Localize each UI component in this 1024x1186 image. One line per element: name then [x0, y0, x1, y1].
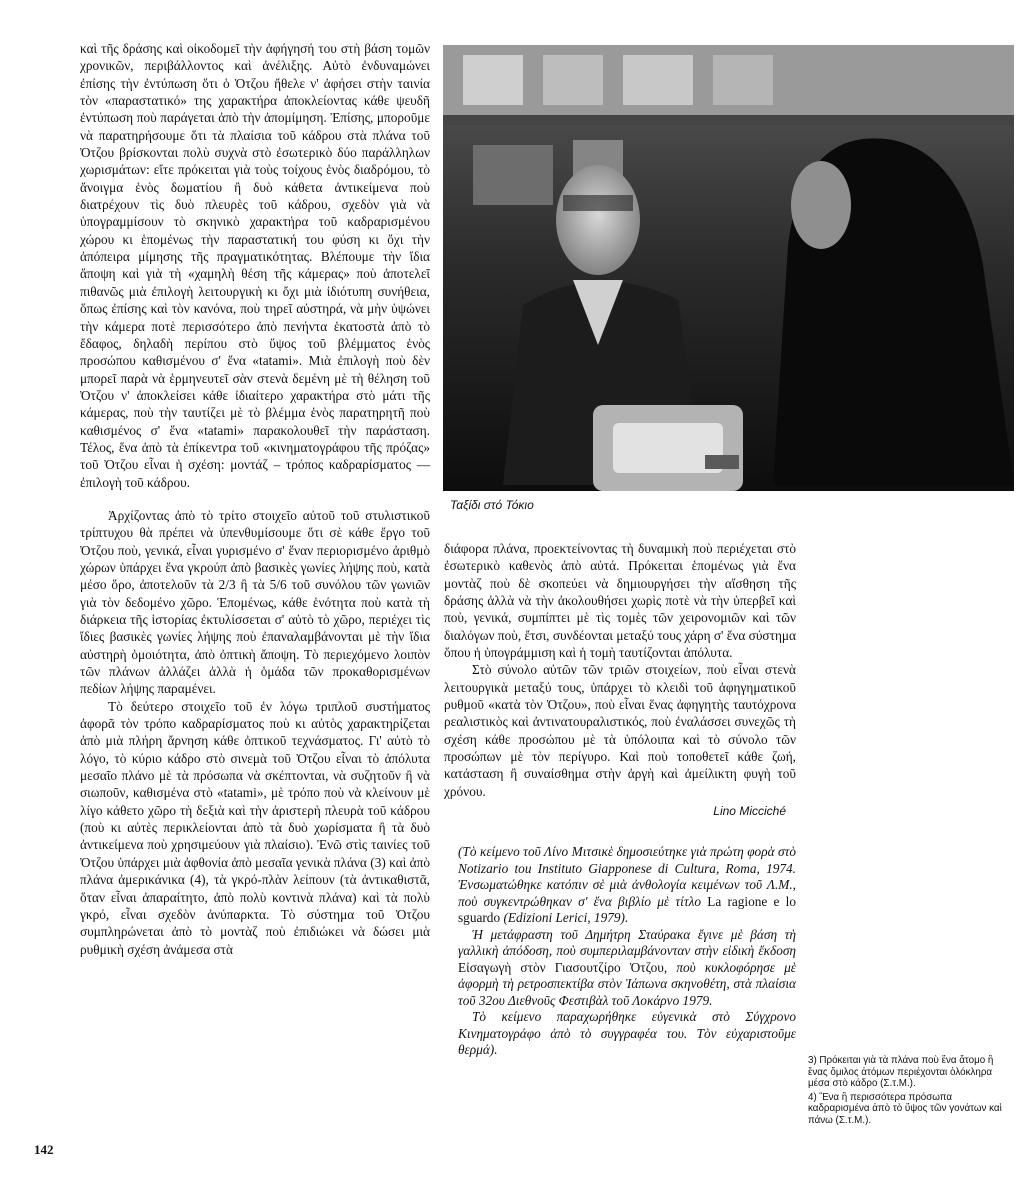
publisher: (Edizioni Lerici, 1979).	[503, 910, 629, 926]
footnotes	[808, 1055, 1008, 1129]
paragraph-5: Στὸ σύνολο αὐτῶν τῶν τριῶν στοιχείων, ποὺ εἶναι στενὰ λειτουργικὰ μεταξύ τους, ὑπάρχει τὸ κλειδὶ τοῦ ἀφηγηματικοῦ ρυθμοῦ «κατὰ τὸν Ὀτζου», ποὺ εἶναι ἕνας ἀφηγητὴς ταυτόχρονα ρεαλιστικὸς καὶ ἀντινατουραλιστικός, ποὺ ἐναλάσσει συνεχῶς τὴ σχέση κάθε προσώπου μὲ τὰ ὑπόλοιπα καὶ τὸ σύνολο τῶν προσώπων μὲ τὸν περίγυρο. Καὶ ποὺ τοποθετεῖ κάθε ζωή, κατάσταση ἢ συναίσθημα στὴν ἀργὴ καὶ ἀμείλικτη φυγὴ τοῦ χρόνου.	[444, 662, 796, 799]
photo-caption: Ταξίδι στό Τόκιο	[450, 498, 534, 512]
paragraph-3: Τὸ δεύτερο στοιχεῖο τοῦ ἐν λόγω τριπλοῦ συστήματος ἀφορᾶ τὸν τρόπο καδραρίσματος ποὺ κι αὐτὸς χαρακτηρίζεται ἀπὸ μιὰ πλήρη ἄρνηση κάθε ὀπτικοῦ τεχνάσματος. Γι' αὐτὸ τὸ λόγο, τὸ κύριο κάδρο στὸ σινεμὰ τοῦ Ὀτζου εἶναι τὸ ἀπόλυτα μεσαῖο πλάνο μὲ τὰ πρόσωπα νὰ σκέπτονται, νὰ συζητοῦν ἢ νὰ σιωποῦν, καθισμένα στὸ «tatami», μὲ τρόπο ποὺ νὰ κλείνουν μὲ λίγο κάθετο χῶρο τὴ δεξιὰ καὶ τὴν ἀριστερὴ πλευρὰ τοῦ κάδρου (ποὺ κι αὐτὲς περικλείονται ἀπὸ τὰ δυὸ χωρίσματα ἢ τὰ δυὸ ἀντικείμενα ποὺ χρησιμεύουν γιὰ πλαίσιο). Ἐνῶ στὶς ταινίες τοῦ Ὀτζου ὑπάρχει μιὰ ἀφθονία ἀπὸ μεσαῖα γενικὰ πλάνα (3) καὶ ἀπὸ πλάνα ἀμερικάνικα (4), τὰ γκρό-πλὰν λείπουν (τὰ ἀντικαθιστᾶ, ὅταν εἶναι ἀπαραίτητο, ἀπὸ πολὺ κοντινὰ πλάνα) καὶ τὰ πολὺ γκρό, εἶναι σχεδὸν ἀνύπαρκτα. Τὸ σύστημα τοῦ Ὀτζου συμπληρώνεται ἀπὸ τὸ μοντὰζ ποὺ ἐπιδιώκει νὰ δώσει μιὰ ρυθμικὴ σχέση ἀνάμεσα στὰ	[80, 698, 430, 957]
credits-text-2b: Εἰσαγωγὴ στὸν Γιασουτζίρο Ὀτζου,	[458, 959, 668, 975]
left-text-column	[80, 40, 430, 958]
credits-paragraph-3: Τὸ κείμενο παραχωρήθηκε εὐγενικὰ στὸ Σύγχρονο Κινηματογράφο ἀπὸ τὸ συγγραφέα του. Τὸν εὐχαριστοῦμε θερμά).	[458, 1009, 796, 1058]
author-signature: Lino Micciché	[713, 804, 786, 819]
footnote-3: 3) Πρόκειται γιὰ τὰ πλάνα ποὺ ἕνα ἄτομο ἢ ἕνας ὅμιλος ἀτόμων περιέχονται ὁλόκληρα μέσα στὸ κάδρο (Σ.τ.Μ.).	[808, 1055, 994, 1090]
credits-text-2a: Ἡ μετάφραστη τοῦ Δημήτρη Σταύρακα ἔγινε μὲ βάση τὴ γαλλικὴ ἀπόδοση, ποὺ συμπεριλαμβάνονταν στὴν εἰδικὴ ἔκδοση	[458, 926, 796, 959]
page-number: 142	[34, 1142, 54, 1157]
paragraph-4: διάφορα πλάνα, προεκτείνοντας τὴ δυναμικὴ ποὺ περιέχεται στὸ ἐσωτερικὸ καθενὸς ἀπὸ αὐτά. Πρόκειται ἑπομένως γιὰ ἕνα μοντὰζ ποὺ δὲ σκοπεύει νὰ δημιουργήσει τὴν αἴσθηση τῆς δράσης ἀλλὰ νὰ τὴν ἀκολουθήσει χωρὶς ποτὲ νὰ τὴν ὑπερβεῖ καὶ ποὺ, γενικά, συμπίπτει μὲ τὶς τομὲς τῶν χειρονομιῶν καὶ τῶν διαλόγων ποὺ, ἔτσι, συνδέονται μεταξύ τους χάρη σ' ἕνα σύστημα ὅπου ἡ ὑπογράμμιση καὶ ἡ τομὴ ταυτίζονται ἀπόλυτα.	[444, 541, 796, 661]
credits-text-2c: ποὺ κυκλοφόρησε μὲ ἀφορμὴ τὴ ρετροσπεκτίβα στὸν Ἰάπωνα σκηνοθέτη, στὰ πλαίσια τοῦ 32ου Διεθνοῦς Φεστιβὰλ τοῦ Λοκάρνο 1979.	[458, 959, 796, 1008]
film-still-photo	[443, 45, 1014, 491]
footnote-4: 4) Ἕνα ἢ περισσότερα πρόσωπα καδραρισμένα ἀπὸ τὸ ὕψος τῶν γονάτων καὶ πάνω (Σ.τ.Μ.).	[808, 1091, 1002, 1126]
right-text-column	[444, 540, 796, 1059]
credits-paragraph-2	[444, 927, 796, 1010]
film-still-image	[443, 45, 1014, 491]
book-title: La ragione e lo sguardo	[458, 893, 796, 926]
paragraph-2: Ἀρχίζοντας ἀπὸ τὸ τρίτο στοιχεῖο αὐτοῦ τοῦ στυλιστικοῦ τρίπτυχου θὰ πρέπει νὰ ὑπενθυμίσουμε ὅτι σὲ κάθε ἔργο τοῦ Ὀτζου ποὺ, γενικά, εἶναι γυρισμένο σ' ἕναν περιορισμένο ἀριθμὸ χώρων ὑπάρχει ἕνα γκρούπ ἀπὸ βασικὲς γωνίες λήψης ποὺ, κατὰ μέσο ὅρο, ἀποτελοῦν τὰ 2/3 ἢ τὰ 5/6 τοῦ συνόλου τῶν γωνιῶν γιὰ τὸν δεδομένο χῶρο. Ἑπομένως, κάθε ἑνότητα ποὺ κατὰ τὴ διάρκεια τῆς ἱστορίας ἐκτυλίσσεται σ' αὐτὸ τὸ χῶρο, περιέχει τὶς ἴδιες βασικὲς γωνίες λήψης ποὺ ἐπαναλαμβάνονται μὲ τὴν ἴδια αὐστηρὴ ὁμοιότητα, ἀπὸ ὀπτικὴ ἄποψη. Τὸ περιεχόμενο λοιπὸν τῶν πλάνων ἀλλάζει ἀλλὰ ἡ ὁμάδα τῶν προκαθορισμένων πεδίων λήψης παραμένει.	[80, 507, 430, 697]
paragraph-1: καὶ τῆς δράσης καὶ οἰκοδομεῖ τὴν ἀφήγησή του στὴ βάση τομῶν χρονικῶν, περιβάλλοντος καὶ ἀνέλιξης. Αὐτὸ ἐνδυναμώνει ἐπίσης τὴν ἐντύπωση ὅτι ὁ Ὀτζου ἤθελε ν' ἀφήσει στὴν ταινία τὸν «παραστατικό» της χαρακτήρα ἀποκλείοντας κάθε ψευδῆ ἐντύπωση ποὺ παράγεται ἀπὸ τὴν ἀπομίμηση. Ἐπίσης, μποροῦμε νὰ παρατηρήσουμε ὅτι τὰ πλαίσια τοῦ κάδρου στὰ πλάνα τοῦ Ὀτζου βρίσκονται πολὺ συχνὰ στὸ ἐσωτερικὸ δύο παράλληλων χωρισμάτων: εἴτε πρόκειται γιὰ τοὺς τοίχους ἑνὸς διαδρόμου, τὸ ἄνοιγμα ἑνὸς δωματίου ἢ δυὸ κάθετα ἀντικείμενα ποὺ διατρέχουν τὶς δυὸ πλευρὲς τοῦ κάδρου, σχεδὸν γιὰ νὰ ὑπογραμμίσουν τὸ σκηνικὸ χαρακτήρα τοῦ καδραρισμένου χώρου κι ἑπομένως τὴν παραστατική του φύση κι ὄχι τὴν ἀπόπειρα μίμησης τῆς πραγματικότητας. Βλέπουμε τὴν ἴδια ἄποψη καὶ γιὰ τὴ «χαμηλὴ θέση τῆς κάμερας» ποὺ ἀποτελεῖ πιθανῶς μιὰ ἐπιλογὴ λειτουργικὴ κι ὄχι μιὰ ἰδιότυπη συνήθεια, ὅπως ἐπίσης καὶ τὸν κανόνα, ποὺ τηρεῖ αὐστηρά, νὰ μὴν ὑψώνει τὴν κάμερα ποτὲ περισσότερο ἀπὸ πενήντα ἑκατοστὰ ἀπὸ τὸ ἔδαφος, δηλαδὴ περίπου στὸ ὕψος τοῦ βλέμματος ἑνὸς προσώπου καθισμένου σ' ἕνα «tatami». Μιὰ ἐπιλογὴ ποὺ δὲν μπορεῖ παρὰ νὰ ἑρμηνευτεῖ σὰν στενὰ δεμένη μὲ τὴ θέληση τοῦ Ὀτζου ν' ἀποκλείσει κάθε ἰδιαίτερο χαρακτήρα στὸ μάτι τῆς κάμερας, ποὺ τὴν ταυτίζει μὲ τὸ βλέμμα ἑνὸς παρατηρητῆ ποὺ καθισμένος σ' ἕνα «tatami» παρακολουθεῖ τὴν παράσταση. Τέλος, ἕνα ἀπὸ τὰ ἐπίκεντρα τοῦ «κινηματογράφου τῆς πρόζας» τοῦ Ὀτζου εἶναι ἡ σχέση: μοντάζ – τρόπος καδραρίσματος — ἐπιλογὴ τοῦ κάδρου.	[80, 41, 430, 490]
credits-text-1: (Τὸ κείμενο τοῦ Λίνο Μιτσικὲ δημοσιεύτηκε γιὰ πρώτη φορὰ στὸ Notizario tou Instituto Giapponese di Cultura, Roma, 1974. Ἐνσωματώθηκε κατόπιν σὲ μιὰ ἀνθολογία κειμένων τοῦ Λ.Μ., ποὺ συγκεντρώθηκαν σ' ἕνα βιβλίο μὲ τίτλο	[458, 844, 796, 909]
credits-paragraph-1	[444, 844, 796, 927]
